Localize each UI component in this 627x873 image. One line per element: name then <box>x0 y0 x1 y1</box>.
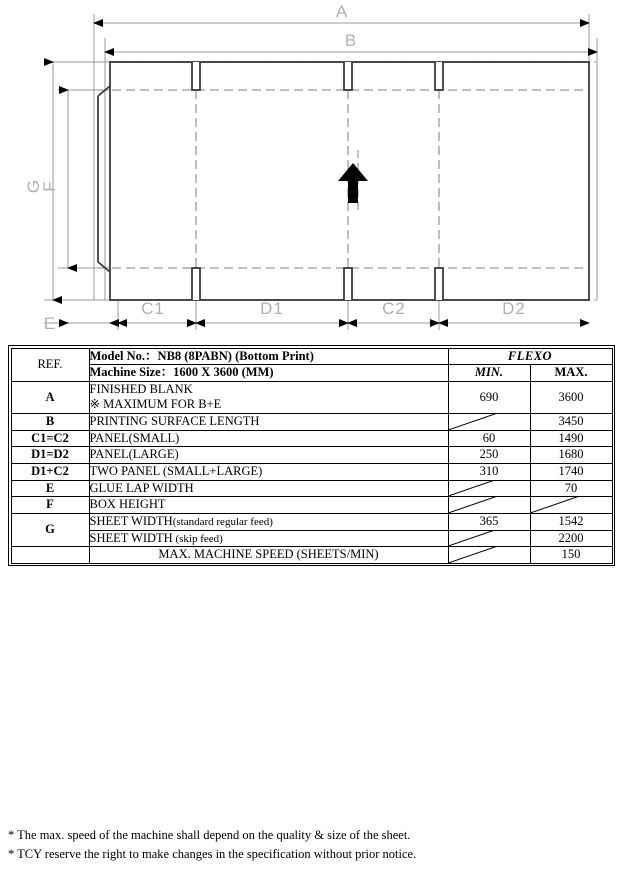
table-row <box>11 480 612 497</box>
dimension-f <box>40 90 68 268</box>
row-ref: A <box>11 381 89 413</box>
flexo-header: FLEXO <box>448 348 612 365</box>
row-ref <box>11 547 89 564</box>
row-description-note: (standard regular feed) <box>172 515 273 528</box>
row-max-value: 2200 <box>530 530 612 547</box>
footnote-speed: * The max. speed of the machine shall depend on the quality & size of the sheet. <box>8 828 411 842</box>
table-row <box>11 414 612 431</box>
up-arrow-icon <box>338 163 368 203</box>
row-min-value: 250 <box>448 447 530 464</box>
specification-table <box>8 345 615 566</box>
dimension-d1-label: D1 <box>260 299 284 318</box>
dimension-e <box>44 314 110 333</box>
row-ref: F <box>11 497 89 514</box>
row-description-line1: FINISHED BLANK <box>89 381 193 396</box>
box-blank-diagram <box>0 0 627 340</box>
row-description: PRINTING SURFACE LENGTH <box>89 414 448 431</box>
dimension-b <box>105 31 597 52</box>
dimension-c1 <box>118 299 196 323</box>
row-description: BOX HEIGHT <box>89 497 448 514</box>
row-min-value: 690 <box>448 381 530 413</box>
technical-drawing <box>0 0 627 340</box>
dimension-c2-label: C2 <box>382 299 406 318</box>
table-row <box>11 530 612 547</box>
row-description <box>89 513 448 530</box>
row-ref: G <box>11 513 89 547</box>
table-row-machine-speed <box>11 547 612 564</box>
row-min-value <box>448 530 530 547</box>
row-min-value: 310 <box>448 463 530 480</box>
row-ref: C1=C2 <box>11 430 89 447</box>
dimension-f-label: F <box>40 180 59 192</box>
table-row <box>11 463 612 480</box>
row-description <box>89 381 448 413</box>
dimension-c2 <box>348 299 439 323</box>
row-min-value: 60 <box>448 430 530 447</box>
table-header-row-model <box>11 348 612 365</box>
row-description: TWO PANEL (SMALL+LARGE) <box>89 463 448 480</box>
row-description-main: SHEET WIDTH <box>89 530 173 545</box>
dimension-a <box>94 2 589 23</box>
row-ref: D1=D2 <box>11 447 89 464</box>
dimension-a-label: A <box>335 2 349 21</box>
row-min-value: 365 <box>448 513 530 530</box>
row-min-value <box>448 497 530 514</box>
dimension-g-label: G <box>24 178 43 194</box>
row-description <box>89 530 448 547</box>
panel-slots <box>192 62 443 300</box>
dimension-d2 <box>439 299 589 323</box>
machine-size-cell: Machine Size：1600 X 3600 (MM) <box>89 365 448 382</box>
table-row <box>11 513 612 530</box>
table-header-row-size <box>11 365 612 382</box>
row-max-value: 3450 <box>530 414 612 431</box>
row-min-value <box>448 547 530 564</box>
max-header: MAX. <box>530 365 612 382</box>
row-description-note: (skip feed) <box>172 532 223 545</box>
row-min-value <box>448 480 530 497</box>
min-header: MIN. <box>448 365 530 382</box>
dimension-c1-label: C1 <box>141 299 165 318</box>
ref-header: REF. <box>11 348 89 381</box>
table-row <box>11 381 612 413</box>
row-max-value: 1542 <box>530 513 612 530</box>
row-max-value: 1680 <box>530 447 612 464</box>
dimension-e-label: E <box>43 314 57 333</box>
table-row <box>11 497 612 514</box>
dimension-d1 <box>196 299 348 323</box>
dimension-d2-label: D2 <box>502 299 526 318</box>
row-ref: E <box>11 480 89 497</box>
row-max-value: 1490 <box>530 430 612 447</box>
row-max-value: 3600 <box>530 381 612 413</box>
table-row <box>11 430 612 447</box>
table-row <box>11 447 612 464</box>
row-min-value <box>448 414 530 431</box>
dimension-b-label: B <box>344 31 358 50</box>
row-max-value: 70 <box>530 480 612 497</box>
row-description: PANEL(LARGE) <box>89 447 448 464</box>
row-description: PANEL(SMALL) <box>89 430 448 447</box>
row-description: MAX. MACHINE SPEED (SHEETS/MIN) <box>89 547 448 564</box>
row-description-line2: ※ MAXIMUM FOR B+E <box>89 397 222 412</box>
row-description: GLUE LAP WIDTH <box>89 480 448 497</box>
row-max-value: 150 <box>530 547 612 564</box>
footnote-changes: * TCY reserve the right to make changes in the specification without prior notice. <box>8 847 417 862</box>
footnotes <box>8 826 618 865</box>
row-ref: B <box>11 414 89 431</box>
model-number-cell: Model No.：NB8 (8PABN) (Bottom Print) <box>89 348 448 365</box>
row-max-value <box>530 497 612 514</box>
row-ref: D1+C2 <box>11 463 89 480</box>
row-description-main: SHEET WIDTH <box>89 513 173 528</box>
row-max-value: 1740 <box>530 463 612 480</box>
